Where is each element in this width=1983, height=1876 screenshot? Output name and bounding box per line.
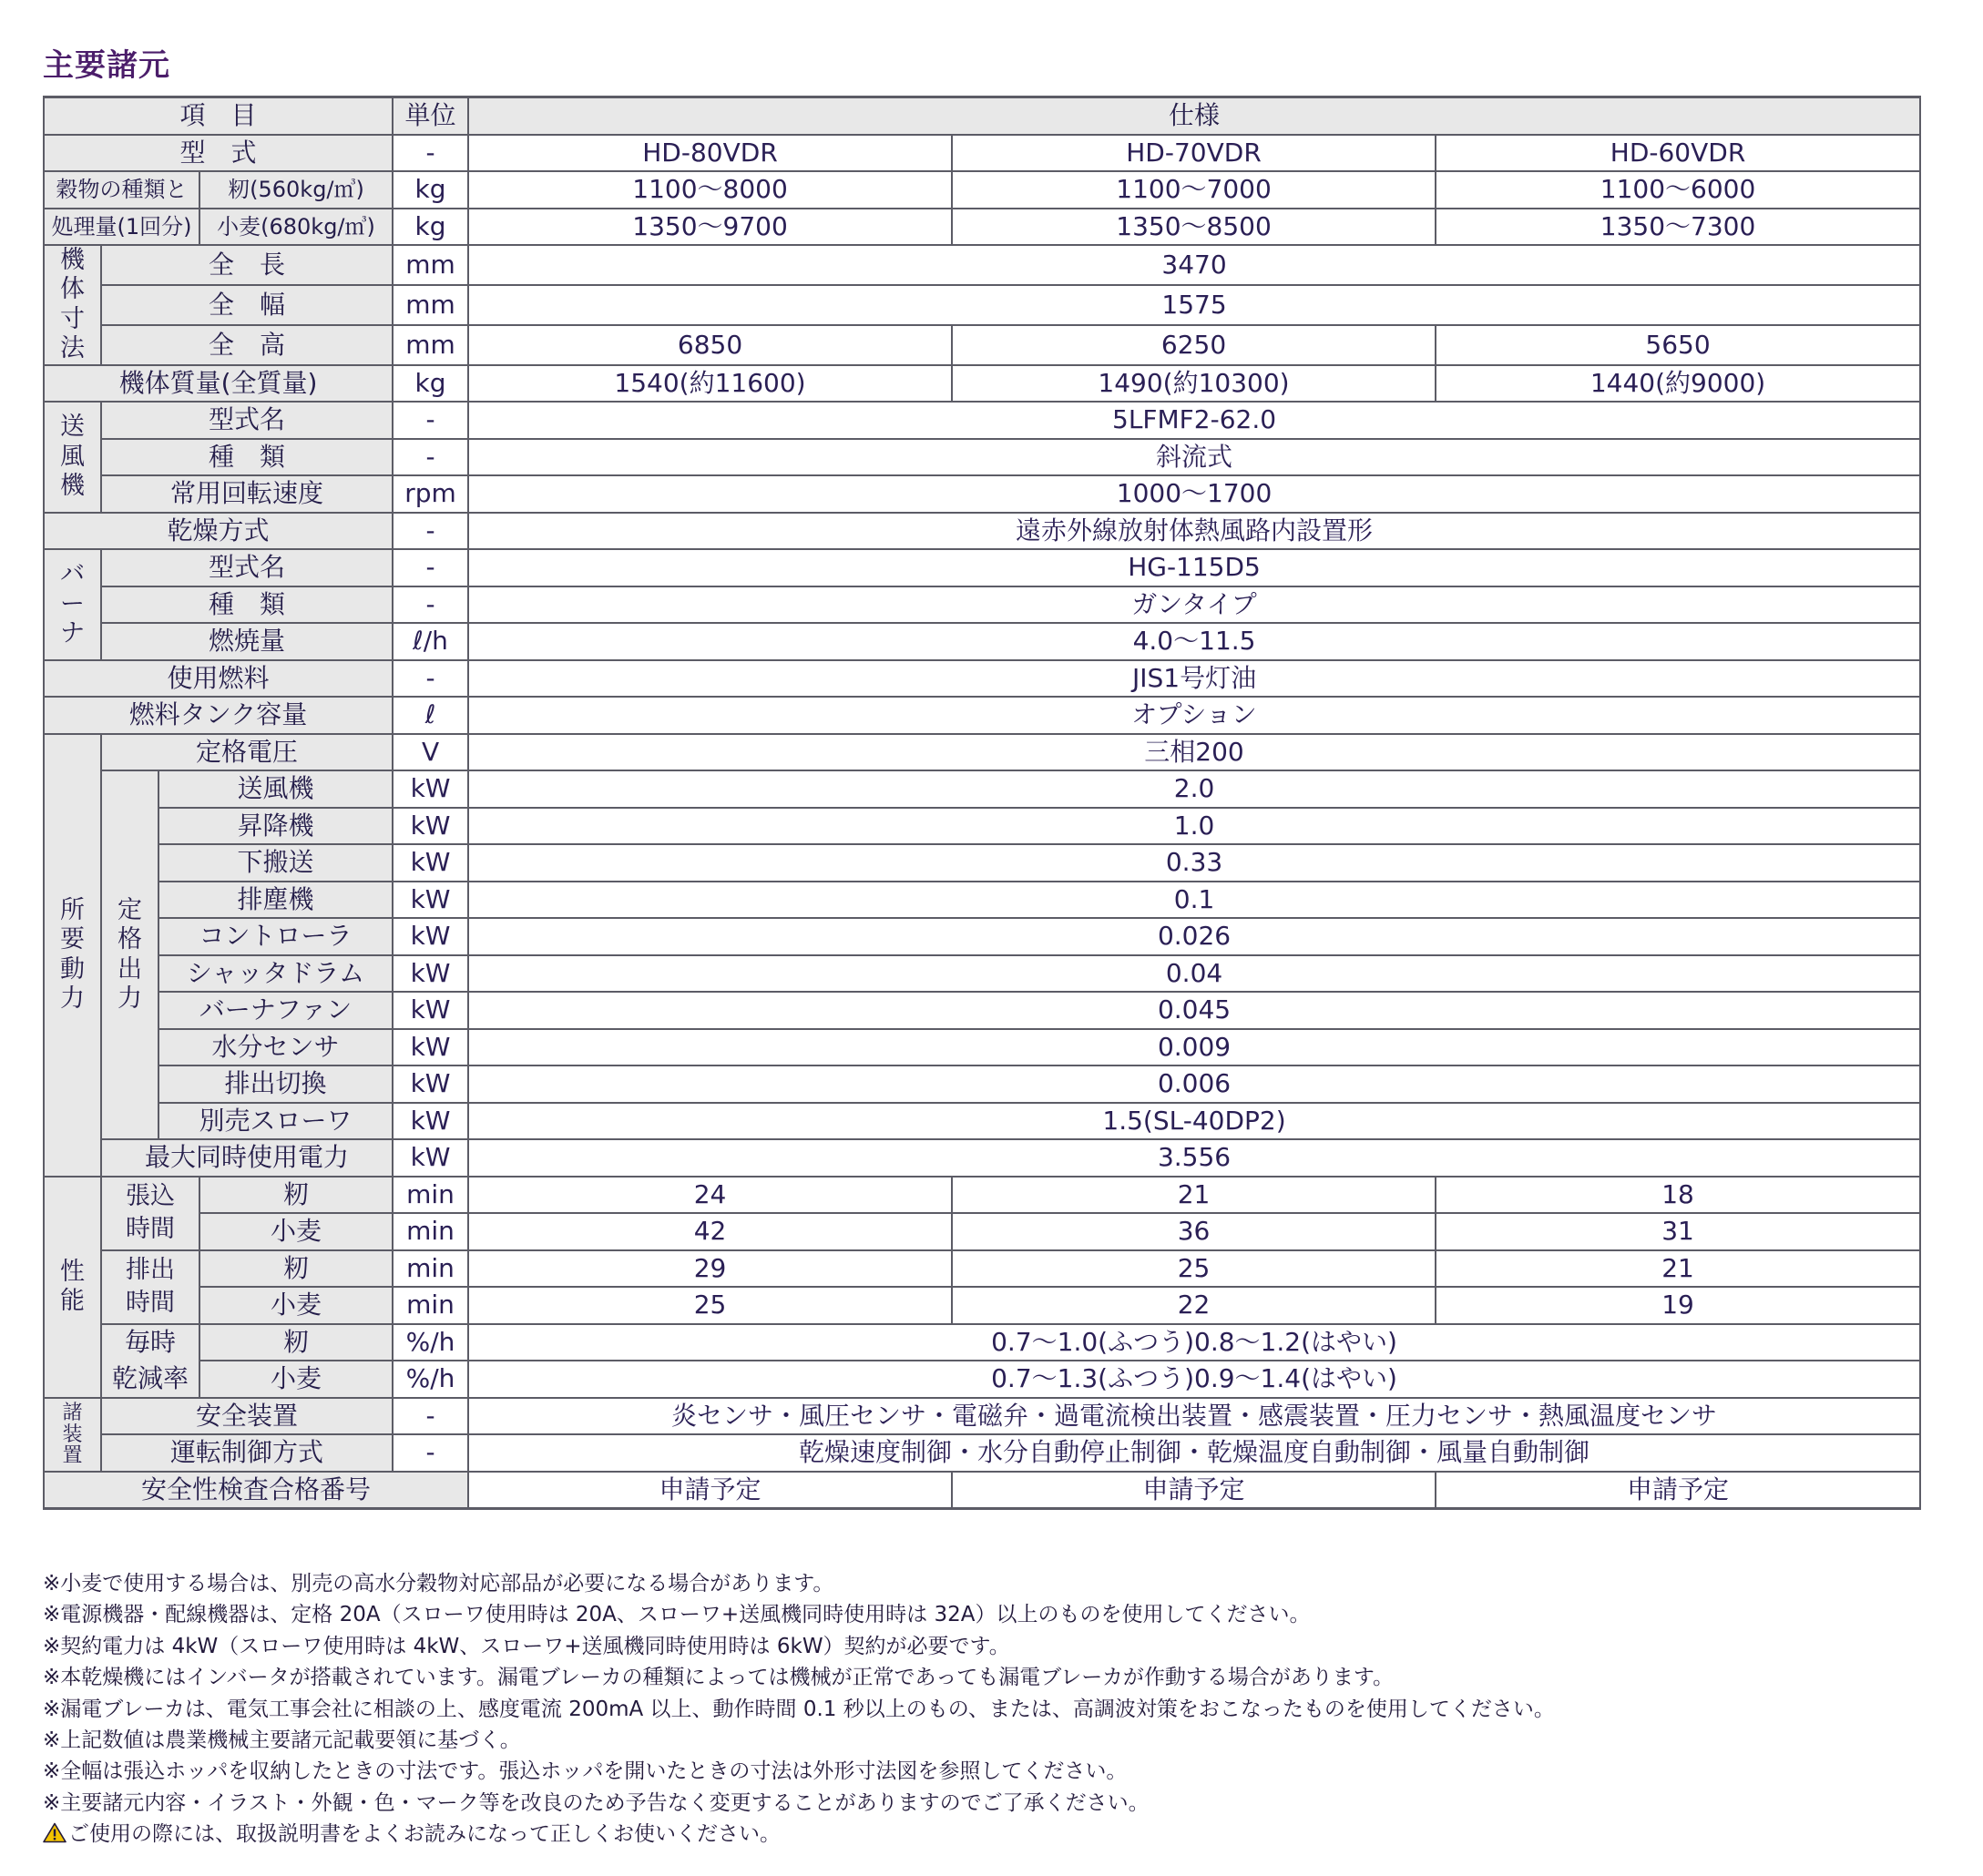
blower-speed-value: 1000～1700: [468, 475, 1920, 513]
discharge-value: 29: [468, 1250, 952, 1288]
certification-value: 申請予定: [468, 1472, 952, 1509]
fill-value: 21: [952, 1177, 1436, 1214]
rate-label: 小麦: [199, 1361, 393, 1398]
note: ※上記数値は農業機械主要諸元記載要領に基づく。: [43, 1728, 521, 1753]
fill-value: 42: [468, 1213, 952, 1250]
performance-group: 性能: [44, 1177, 101, 1398]
max-power-row: [44, 1139, 1920, 1177]
safety-unit: -: [393, 1398, 468, 1435]
burner-type-unit: -: [393, 586, 468, 624]
capacity-paddy-row: [44, 171, 1920, 209]
capacity-label: 小麦(680kg/㎥): [199, 209, 393, 246]
drying-row: [44, 513, 1920, 550]
dimensions-group: 機体寸法: [44, 245, 101, 365]
output-value: 0.04: [468, 955, 1920, 993]
output-value: 0.026: [468, 918, 1920, 955]
note: ※小麦で使用する場合は、別売の高水分穀物対応部品が必要になる場合があります。: [43, 1572, 834, 1596]
blower-speed-unit: rpm: [393, 475, 468, 513]
model-label: 型 式: [44, 135, 393, 172]
capacity-wheat-row: [44, 209, 1920, 246]
output-row: [44, 1103, 1920, 1140]
fill-unit: min: [393, 1177, 468, 1214]
blower-type-value: 斜流式: [468, 439, 1920, 476]
rate-unit: %/h: [393, 1361, 468, 1398]
burner-model-unit: -: [393, 549, 468, 586]
length-label: 全 長: [101, 245, 393, 285]
blower-type-unit: -: [393, 439, 468, 476]
output-row: [44, 808, 1920, 845]
fill-value: 36: [952, 1213, 1436, 1250]
output-label: 昇降機: [158, 808, 393, 845]
spec-table: [43, 96, 1921, 1510]
output-row: [44, 770, 1920, 808]
rate-group-line2: 乾減率: [101, 1361, 199, 1398]
tank-unit: ℓ: [393, 697, 468, 734]
certification-row: [44, 1472, 1920, 1509]
blower-model-value: 5LFMF2-62.0: [468, 402, 1920, 439]
mass-unit: kg: [393, 365, 468, 403]
discharge-unit: min: [393, 1287, 468, 1324]
certification-value: 申請予定: [1436, 1472, 1920, 1509]
output-row: [44, 882, 1920, 919]
output-unit: kW: [393, 992, 468, 1029]
output-unit: kW: [393, 1103, 468, 1140]
warning-icon: [43, 1822, 66, 1843]
header-item: 項 目: [44, 97, 393, 135]
capacity-value: 1350～9700: [468, 209, 952, 246]
blower-type-row: [44, 439, 1920, 476]
output-label: 排出切換: [158, 1065, 393, 1103]
burner-consumption-row: [44, 623, 1920, 660]
rate-paddy-row: [44, 1324, 1920, 1361]
width-row: [44, 285, 1920, 325]
height-value: 5650: [1436, 325, 1920, 365]
discharge-value: 25: [468, 1287, 952, 1324]
blower-speed-label: 常用回転速度: [101, 475, 393, 513]
discharge-value: 19: [1436, 1287, 1920, 1324]
safety-value: 炎センサ・風圧センサ・電磁弁・過電流検出装置・感震装置・圧力センサ・熱風温度センサ: [468, 1398, 1920, 1435]
output-label: 水分センサ: [158, 1029, 393, 1066]
mass-row: [44, 365, 1920, 403]
output-row: [44, 1029, 1920, 1066]
height-row: [44, 325, 1920, 365]
power-group: 所要動力: [44, 734, 101, 1177]
voltage-unit: V: [393, 734, 468, 771]
capacity-value: 1350～7300: [1436, 209, 1920, 246]
drying-unit: -: [393, 513, 468, 550]
voltage-row: [44, 734, 1920, 771]
blower-model-label: 型式名: [101, 402, 393, 439]
capacity-label: 籾(560kg/㎥): [199, 171, 393, 209]
model-value: HD-60VDR: [1436, 135, 1920, 172]
fill-unit: min: [393, 1213, 468, 1250]
burner-type-label: 種 類: [101, 586, 393, 624]
fill-group: 張込時間: [101, 1177, 199, 1250]
blower-model-row: [44, 402, 1920, 439]
capacity-unit: kg: [393, 171, 468, 209]
height-value: 6250: [952, 325, 1436, 365]
rate-unit: %/h: [393, 1324, 468, 1361]
voltage-label: 定格電圧: [101, 734, 393, 771]
output-label: 送風機: [158, 770, 393, 808]
capacity-group-line1: 穀物の種類と: [44, 171, 199, 209]
height-value: 6850: [468, 325, 952, 365]
capacity-value: 1100～8000: [468, 171, 952, 209]
length-value: 3470: [468, 245, 1920, 285]
length-row: [44, 245, 1920, 285]
output-value: 2.0: [468, 770, 1920, 808]
discharge-value: 21: [1436, 1250, 1920, 1288]
page-title: 主要諸元: [43, 47, 170, 84]
capacity-value: 1100～6000: [1436, 171, 1920, 209]
output-unit: kW: [393, 1065, 468, 1103]
control-unit: -: [393, 1434, 468, 1472]
blower-type-label: 種 類: [101, 439, 393, 476]
burner-consumption-label: 燃焼量: [101, 623, 393, 660]
output-label: 別売スローワ: [158, 1103, 393, 1140]
control-row: [44, 1434, 1920, 1472]
output-unit: kW: [393, 918, 468, 955]
notes: [43, 1568, 1956, 1851]
note: ※主要諸元内容・イラスト・外観・色・マーク等を改良のため予告なく変更することがありますのでご了承ください。: [43, 1790, 1150, 1815]
header-spec: 仕様: [468, 97, 1920, 135]
discharge-unit: min: [393, 1250, 468, 1288]
fill-value: 18: [1436, 1177, 1920, 1214]
width-label: 全 幅: [101, 285, 393, 325]
burner-type-row: [44, 586, 1920, 624]
output-value: 0.33: [468, 844, 1920, 882]
safety-row: [44, 1398, 1920, 1435]
discharge-value: 25: [952, 1250, 1436, 1288]
max-power-unit: kW: [393, 1139, 468, 1177]
burner-consumption-value: 4.0～11.5: [468, 623, 1920, 660]
output-row: [44, 844, 1920, 882]
output-value: 1.0: [468, 808, 1920, 845]
capacity-group-line2: 処理量(1回分): [44, 209, 199, 246]
output-unit: kW: [393, 955, 468, 993]
output-unit: kW: [393, 1029, 468, 1066]
fill-value: 31: [1436, 1213, 1920, 1250]
burner-group: バーナ: [44, 549, 101, 660]
output-value: 0.1: [468, 882, 1920, 919]
burner-model-label: 型式名: [101, 549, 393, 586]
voltage-value: 三相200: [468, 734, 1920, 771]
safety-label: 安全装置: [101, 1398, 393, 1435]
mass-value: 1540(約11600): [468, 365, 952, 403]
max-power-value: 3.556: [468, 1139, 1920, 1177]
discharge-label: 籾: [199, 1250, 393, 1288]
mass-value: 1440(約9000): [1436, 365, 1920, 403]
output-label: シャッタドラム: [158, 955, 393, 993]
certification-label: 安全性検査合格番号: [44, 1472, 468, 1509]
height-unit: mm: [393, 325, 468, 365]
output-label: コントローラ: [158, 918, 393, 955]
capacity-value: 1350～8500: [952, 209, 1436, 246]
max-power-label: 最大同時使用電力: [101, 1139, 393, 1177]
width-unit: mm: [393, 285, 468, 325]
tank-value: オプション: [468, 697, 1920, 734]
model-value: HD-80VDR: [468, 135, 952, 172]
output-group: 定格出力: [101, 770, 158, 1139]
output-value: 0.006: [468, 1065, 1920, 1103]
rate-label: 籾: [199, 1324, 393, 1361]
burner-model-value: HG-115D5: [468, 549, 1920, 586]
capacity-unit: kg: [393, 209, 468, 246]
output-row: [44, 918, 1920, 955]
note: ※本乾燥機にはインバータが搭載されています。漏電ブレーカの種類によっては機械が正常であっても漏電ブレーカが作動する場合があります。: [43, 1666, 1394, 1690]
output-row: [44, 1065, 1920, 1103]
output-row: [44, 992, 1920, 1029]
rate-value: 0.7～1.0(ふつう)0.8～1.2(はやい): [468, 1324, 1920, 1361]
height-label: 全 高: [101, 325, 393, 365]
blower-model-unit: -: [393, 402, 468, 439]
burner-type-value: ガンタイプ: [468, 586, 1920, 624]
mass-label: 機体質量(全質量): [44, 365, 393, 403]
note: ※契約電力は 4kW（スローワ使用時は 4kW、スローワ+送風機同時使用時は 6kW）契約が必要です。: [43, 1634, 1010, 1658]
rate-value: 0.7～1.3(ふつう)0.9～1.4(はやい): [468, 1361, 1920, 1398]
devices-group: 諸装置: [44, 1398, 101, 1472]
output-label: 下搬送: [158, 844, 393, 882]
warning-note: [43, 1819, 1956, 1850]
fuel-unit: -: [393, 660, 468, 698]
capacity-value: 1100～7000: [952, 171, 1436, 209]
mass-value: 1490(約10300): [952, 365, 1436, 403]
model-row: [44, 135, 1920, 172]
fill-paddy-row: [44, 1177, 1920, 1214]
discharge-group: 排出時間: [101, 1250, 199, 1324]
drying-value: 遠赤外線放射体熱風路内設置形: [468, 513, 1920, 550]
burner-consumption-unit: ℓ/h: [393, 623, 468, 660]
tank-row: [44, 697, 1920, 734]
warning-text: ご使用の際には、取扱説明書をよくお読みになって正しくお使いください。: [68, 1822, 781, 1847]
note: ※電源機器・配線機器は、定格 20A（スローワ使用時は 20A、スローワ+送風機同時使用時は 32A）以上のものを使用してください。: [43, 1603, 1311, 1627]
fill-label: 籾: [199, 1177, 393, 1214]
tank-label: 燃料タンク容量: [44, 697, 393, 734]
fill-wheat-row: [44, 1213, 1920, 1250]
output-value: 0.045: [468, 992, 1920, 1029]
discharge-wheat-row: [44, 1287, 1920, 1324]
output-unit: kW: [393, 882, 468, 919]
fuel-label: 使用燃料: [44, 660, 393, 698]
discharge-paddy-row: [44, 1250, 1920, 1288]
model-value: HD-70VDR: [952, 135, 1436, 172]
output-value: 1.5(SL-40DP2): [468, 1103, 1920, 1140]
control-label: 運転制御方式: [101, 1434, 393, 1472]
rate-group-line1: 毎時: [101, 1324, 199, 1361]
output-label: バーナファン: [158, 992, 393, 1029]
note: ※漏電ブレーカは、電気工事会社に相談の上、感度電流 200mA 以上、動作時間 0.1 秒以上のもの、または、高調波対策をおこなったものを使用してください。: [43, 1697, 1555, 1721]
output-unit: kW: [393, 770, 468, 808]
note: ※全幅は張込ホッパを収納したときの寸法です。張込ホッパを開いたときの寸法は外形寸法図を参照してください。: [43, 1759, 1128, 1784]
blower-speed-row: [44, 475, 1920, 513]
fuel-value: JIS1号灯油: [468, 660, 1920, 698]
length-unit: mm: [393, 245, 468, 285]
rate-wheat-row: [44, 1361, 1920, 1398]
output-unit: kW: [393, 808, 468, 845]
fill-value: 24: [468, 1177, 952, 1214]
fuel-row: [44, 660, 1920, 698]
discharge-value: 22: [952, 1287, 1436, 1324]
burner-model-row: [44, 549, 1920, 586]
header-unit: 単位: [393, 97, 468, 135]
discharge-label: 小麦: [199, 1287, 393, 1324]
output-row: [44, 955, 1920, 993]
output-unit: kW: [393, 844, 468, 882]
fill-label: 小麦: [199, 1213, 393, 1250]
blower-group: 送風機: [44, 402, 101, 513]
control-value: 乾燥速度制御・水分自動停止制御・乾燥温度自動制御・風量自動制御: [468, 1434, 1920, 1472]
output-value: 0.009: [468, 1029, 1920, 1066]
width-value: 1575: [468, 285, 1920, 325]
output-label: 排塵機: [158, 882, 393, 919]
model-unit: -: [393, 135, 468, 172]
certification-value: 申請予定: [952, 1472, 1436, 1509]
header-row: [44, 97, 1920, 135]
drying-label: 乾燥方式: [44, 513, 393, 550]
